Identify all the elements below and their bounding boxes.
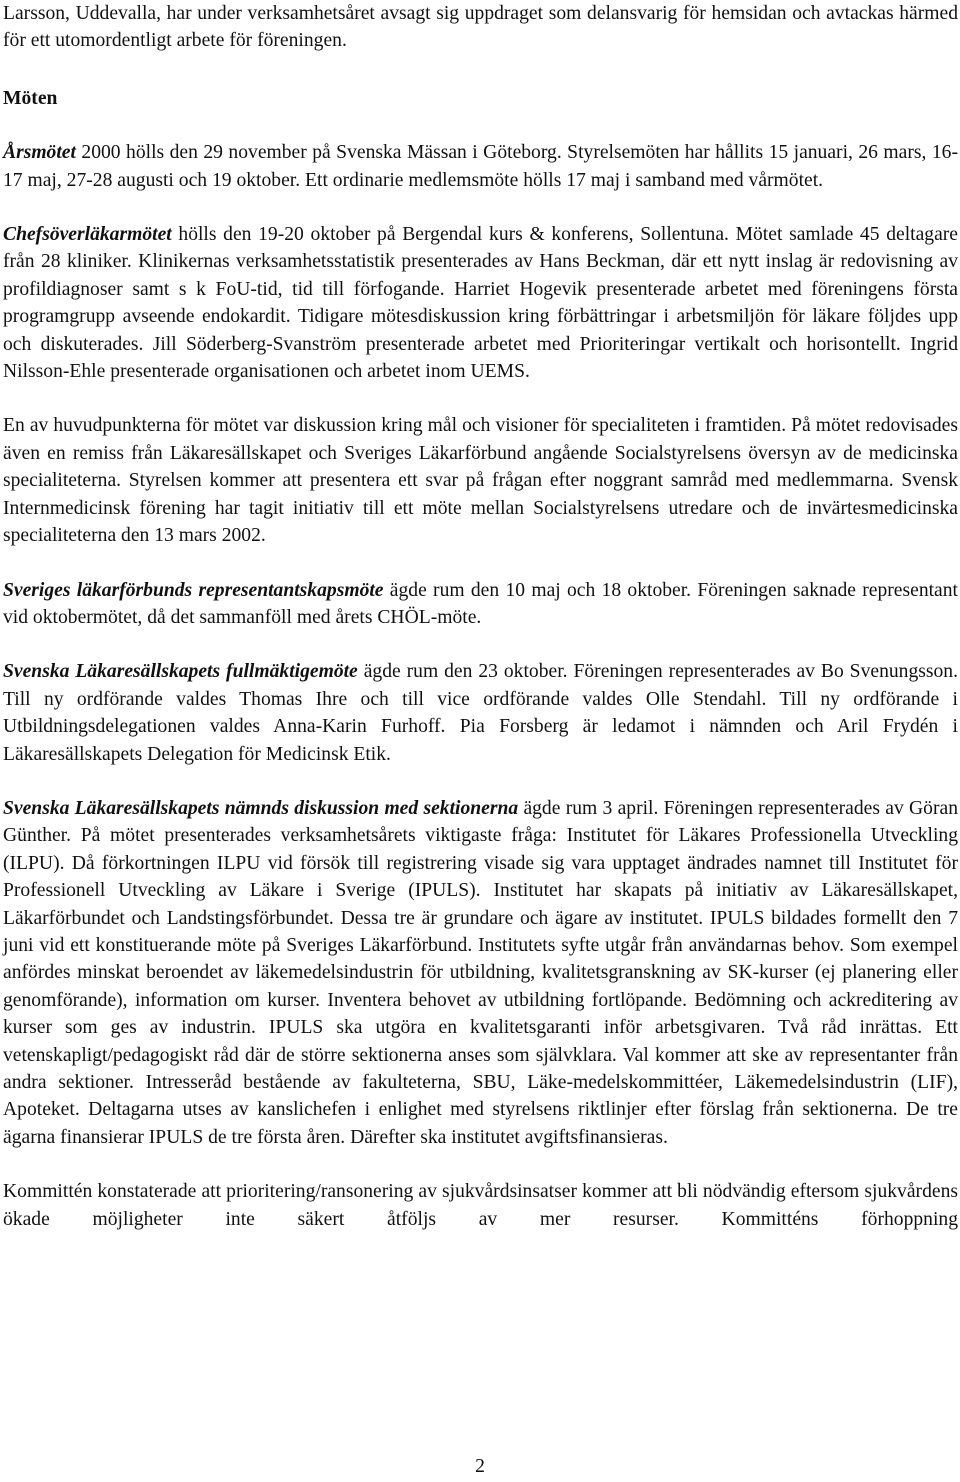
- paragraph-text: 2000 hölls den 29 november på Svenska Mässan i Göteborg. Styrelsemöten har hållits 15 januari, 26 mars, 16-17 maj, 27-28 augusti och 19 oktober. Ett ordinarie medlemsmöte hölls 17 maj i samband med vårmötet.: [3, 142, 958, 191]
- paragraph-kommitten: Kommittén konstaterade att prioritering/ransonering av sjukvårdsinsatser kommer att bli nödvändig eftersom sjukvårdens ökade möjligheter inte säkert åtföljs av mer resurser. Kommitténs förhoppning: [3, 1181, 958, 1230]
- document-page: [3, 0, 958, 1233]
- section-heading-moten: Möten: [3, 87, 58, 109]
- paragraph-lead: Svenska Läkaresällskapets fullmäktigemöte: [3, 661, 358, 683]
- paragraph-huvudpunkterna: En av huvudpunkterna för mötet var diskussion kring mål och visioner för specialiteten i framtiden. På mötet redovisades även en remiss från Läkaresällskapet och Sveriges Läkarförbund angående Socialstyrelsens översyn av de medicinska specialiteterna. Styrelsen kommer att presentera ett svar på frågan efter noggrant samråd med medlemmarna. Svensk Internmedicinsk förening har tagit initiativ till ett möte mellan Socialstyrelsens utredare och de invärtesmedicinska specialiteterna den 13 mars 2002.: [3, 415, 958, 547]
- paragraph-lead: Årsmötet: [3, 142, 76, 164]
- paragraph-namnds-diskussion: [3, 795, 958, 1151]
- paragraph-fullmaktigemote: [3, 658, 958, 768]
- paragraph-lead: Svenska Läkaresällskapets nämnds diskussion med sektionerna: [3, 797, 519, 819]
- paragraph-text: hölls den 19-20 oktober på Bergendal kurs & konferens, Sollentuna. Mötet samlade 45 deltagare från 28 kliniker. Klinikernas verksamhetsstatistik presenterades av Hans Beckman, där ett nytt inslag är redovisning av profildiagnoser samt s k FoU-tid, tid till förfogande. Harriet Hogevik presenterade arbetet med föreningens första programgrupp avseende endokardit. Tidigare mötesdiskussion kring förbättringar i arbetsmiljön för läkare följdes upp och diskuterades. Jill Söderberg-Svanström presenterade arbetet med Prioriteringar vertikalt och horisontellt. Ingrid Nilsson-Ehle presenterade organisationen och arbetet inom UEMS.: [3, 224, 958, 383]
- intro-paragraph: Larsson, Uddevalla, har under verksamhetsåret avsagt sig uppdraget som delansvarig för hemsidan och avtackas härmed för ett utomordentligt arbete för föreningen.: [3, 3, 958, 52]
- page-number: 2: [475, 1456, 485, 1477]
- paragraph-lead: Chefsöverläkarmötet: [3, 224, 172, 246]
- paragraph-chefsoverlakarmotet: [3, 221, 958, 385]
- paragraph-lead: Sveriges läkarförbunds representantskapsmöte: [3, 579, 384, 601]
- paragraph-text: ägde rum den 23 oktober. Föreningen representerades av Bo Svenungsson. Till ny ordförande valdes Thomas Ihre och till vice ordförande valdes Olle Stendahl. Till ny ordförande i Utbildningsdelegationen valdes Anna-Karin Furhoff. Pia Forsberg är ledamot i nämnden och Aril Frydén i Läkaresällskapets Delegation för Medicinsk Etik.: [3, 661, 958, 765]
- paragraph-representantskapsmote: [3, 577, 958, 632]
- paragraph-text: ägde rum den 10 maj och 18 oktober. Föreningen saknade representant vid oktobermötet, då det sammanföll med årets CHÖL-möte.: [3, 579, 958, 628]
- paragraph-arsmotet: [3, 139, 958, 194]
- paragraph-text: ägde rum 3 april. Föreningen representerades av Göran Günther. På mötet presenterades verksamhetsårets viktigaste fråga: Institutet för Läkares Professionella Utveckling (ILPU). Då förkortningen ILPU vid försök till registrering visade sig vara upptaget ändrades namnet till Institutet för Professionell Utveckling av Läkare i Sverige (IPULS). Institutet har skapats på initiativ av Läkaresällskapet, Läkarförbundet och Landstingsförbundet. Dessa tre är grundare och ägare av institutet. IPULS bildades formellt den 7 juni vid ett konstituerande möte på Sveriges Läkarförbund. Institutets syfte utgår från användarnas behov. Som exempel anfördes minskat beroendet av läkemedelsindustrin för utbildning, kvalitetsgranskning av SK-kurser (ej planering eller genomförande), information om kurser. Inventera behovet av utbildning fortlöpande. Bedömning och ackreditering av kurser som ges av industrin. IPULS ska utgöra en kvalitetsgaranti inför arbetsgivaren. Två råd inrättas. Ett vetenskapligt/pedagogiskt råd där de större sektionerna anses som självklara. Val kommer att ske av representanter från andra sektioner. Intresseråd bestående av fakulteterna, SBU, Läke-medelskommittéer, Läkemedelsindustrin (LIF), Apoteket. Deltagarna utses av kanslichefen i enlighet med styrelsens riktlinjer efter förslag från sektionerna. De tre ägarna finansierar IPULS de tre första åren. Därefter ska institutet avgiftsfinansieras.: [3, 797, 958, 1148]
